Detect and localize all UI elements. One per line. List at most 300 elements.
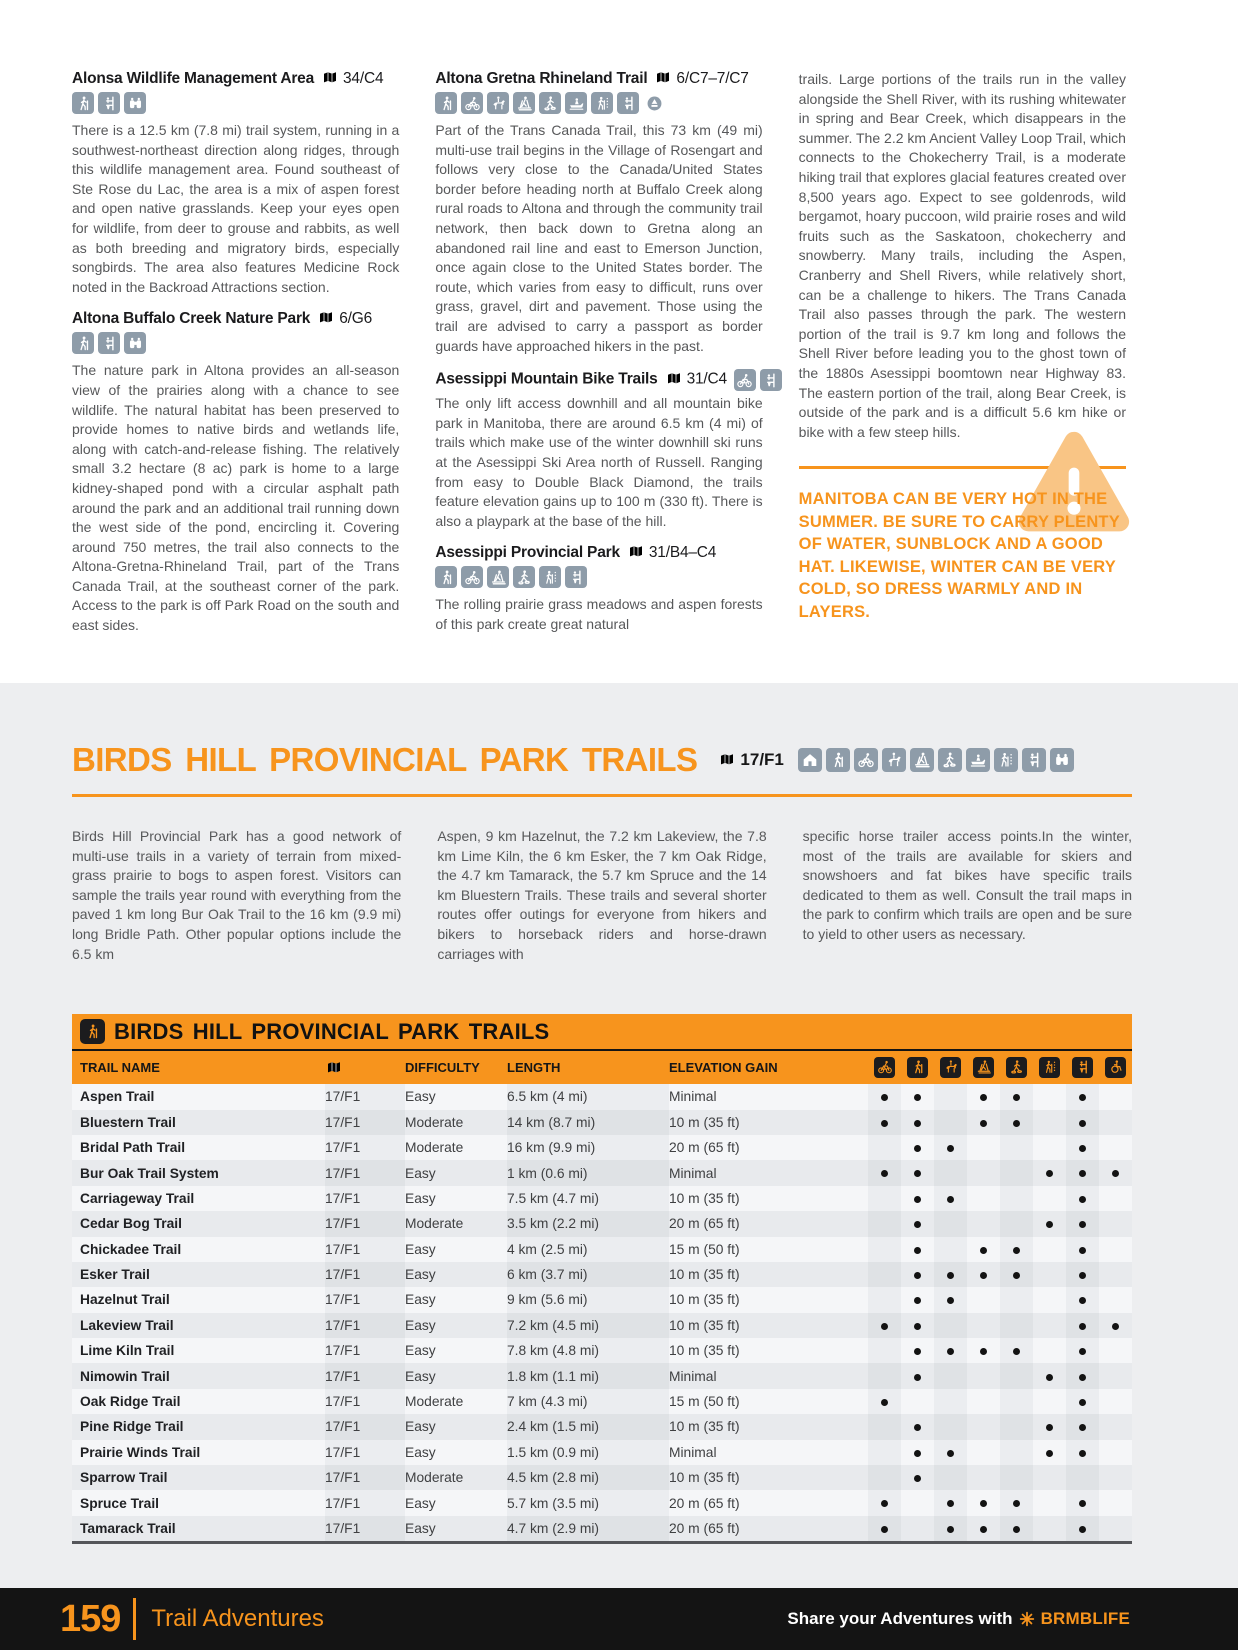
activity-cell	[1033, 1287, 1066, 1312]
column-header-difficulty: DIFFICULTY	[405, 1051, 507, 1084]
activity-cell	[1099, 1211, 1132, 1236]
interpretive-icon	[1022, 748, 1046, 772]
trail-length: 14 km (8.7 mi)	[507, 1110, 669, 1135]
activity-cell	[1000, 1338, 1033, 1363]
trail-length: 9 km (5.6 mi)	[507, 1287, 669, 1312]
trail-mapref: 17/F1	[325, 1160, 405, 1185]
map-icon	[718, 752, 736, 768]
table-row	[72, 1440, 1132, 1465]
activity-dot	[1112, 1323, 1119, 1330]
cabin-icon	[798, 748, 822, 772]
trail-entry-asessippi-mtb	[435, 369, 762, 531]
activity-dot	[947, 1297, 954, 1304]
activity-cell	[1099, 1313, 1132, 1338]
activity-dot	[980, 1272, 987, 1279]
trail-name: Lakeview Trail	[72, 1313, 325, 1338]
activity-dot	[947, 1450, 954, 1457]
trail-mapref: 17/F1	[325, 1211, 405, 1236]
activity-dot	[914, 1272, 921, 1279]
activity-cell	[1099, 1490, 1132, 1515]
activity-dot	[947, 1145, 954, 1152]
activity-cell	[1033, 1160, 1066, 1185]
trail-difficulty: Easy	[405, 1440, 507, 1465]
table-row	[72, 1237, 1132, 1262]
trail-elevation: 10 m (35 ft)	[669, 1465, 868, 1490]
intro-paragraph: Birds Hill Provincial Park has a good network of multi-use trails in a variety of terrain from mixed-grass prairie to bogs to aspen forest. Visitors can sample the trails year round with everything from the paved 1 km long Bur Oak Trail to the 16 km (9.9 mi) long Bridle Path. Other popular options include the 6.5 km	[72, 828, 402, 962]
backpacking-icon	[994, 748, 1018, 772]
activity-dot	[980, 1500, 987, 1507]
activity-dot	[914, 1374, 921, 1381]
activity-cell	[1000, 1237, 1033, 1262]
activity-cell	[1033, 1414, 1066, 1439]
activity-cell	[901, 1414, 934, 1439]
activity-cell	[1000, 1186, 1033, 1211]
activity-dot	[914, 1297, 921, 1304]
section-header	[72, 739, 1132, 781]
activity-cell	[868, 1338, 901, 1363]
activity-dot	[1079, 1221, 1086, 1228]
trail-mapref: 17/F1	[325, 1237, 405, 1262]
activity-cell	[868, 1490, 901, 1515]
activity-cell	[1099, 1287, 1132, 1312]
activity-cell	[934, 1160, 967, 1185]
activity-dot	[1079, 1450, 1086, 1457]
activity-dot	[1079, 1170, 1086, 1177]
horseback-riding-icon	[940, 1057, 961, 1078]
column-header-xc-skiing	[967, 1051, 1000, 1084]
wheelchair-accessible-icon	[1105, 1057, 1126, 1078]
trail-length: 5.7 km (3.5 mi)	[507, 1490, 669, 1515]
activity-dot	[1046, 1374, 1053, 1381]
trail-difficulty: Moderate	[405, 1465, 507, 1490]
trail-elevation: Minimal	[669, 1084, 868, 1109]
activity-cell	[901, 1490, 934, 1515]
birds-hill-section	[0, 683, 1238, 1588]
activity-cell	[901, 1160, 934, 1185]
activity-dot	[1079, 1297, 1086, 1304]
trail-mapref: 17/F1	[325, 1262, 405, 1287]
activity-dot	[1046, 1424, 1053, 1431]
activity-dot	[881, 1094, 888, 1101]
activity-cell	[1099, 1262, 1132, 1287]
table-row	[72, 1110, 1132, 1135]
activity-cell	[1000, 1287, 1033, 1312]
column-header-wheelchair-accessible	[1099, 1051, 1132, 1084]
trail-elevation: 20 m (65 ft)	[669, 1211, 868, 1236]
trail-difficulty: Easy	[405, 1186, 507, 1211]
activity-icons	[435, 566, 762, 588]
activity-cell	[868, 1110, 901, 1135]
activity-cell	[967, 1084, 1000, 1109]
activity-dot	[1079, 1196, 1086, 1203]
activity-dot	[980, 1348, 987, 1355]
activity-cell	[934, 1414, 967, 1439]
trail-length: 2.4 km (1.5 mi)	[507, 1414, 669, 1439]
hiking-icon	[907, 1057, 928, 1078]
activity-dot	[1079, 1424, 1086, 1431]
activity-dot	[980, 1526, 987, 1533]
trail-difficulty: Easy	[405, 1237, 507, 1262]
activity-cell	[1066, 1110, 1099, 1135]
trail-elevation: 10 m (35 ft)	[669, 1414, 868, 1439]
table-row	[72, 1186, 1132, 1211]
trail-length: 7.2 km (4.5 mi)	[507, 1313, 669, 1338]
activity-cell	[1033, 1262, 1066, 1287]
trail-length: 4.5 km (2.8 mi)	[507, 1465, 669, 1490]
activity-dot	[881, 1500, 888, 1507]
table-row	[72, 1211, 1132, 1236]
table-body	[72, 1084, 1132, 1543]
trails-table	[72, 1014, 1132, 1544]
activity-cell	[1099, 1414, 1132, 1439]
trail-length: 4.7 km (2.9 mi)	[507, 1516, 669, 1543]
entry-title: Alonsa Wildlife Management Area 34/C4	[72, 70, 384, 87]
column-header-elevation: ELEVATION GAIN	[669, 1051, 868, 1084]
trail-mapref: 17/F1	[325, 1110, 405, 1135]
trail-difficulty: Easy	[405, 1363, 507, 1388]
hiking-icon	[826, 748, 850, 772]
trail-difficulty: Easy	[405, 1516, 507, 1543]
table-row	[72, 1490, 1132, 1515]
activity-cell	[901, 1262, 934, 1287]
column-header-name: TRAIL NAME	[72, 1051, 325, 1084]
table-row	[72, 1465, 1132, 1490]
text-column-1	[72, 70, 399, 683]
activity-cell	[967, 1135, 1000, 1160]
column-header-horseback-riding	[934, 1051, 967, 1084]
activity-cell	[967, 1338, 1000, 1363]
column-header-interpretive	[1066, 1051, 1099, 1084]
horseback-riding-icon	[882, 748, 906, 772]
backpacking-icon	[1039, 1057, 1060, 1078]
table-row	[72, 1160, 1132, 1185]
trail-mapref: 17/F1	[325, 1186, 405, 1211]
activity-cell	[934, 1110, 967, 1135]
interpretive-icon	[98, 332, 120, 354]
activity-cell	[1033, 1440, 1066, 1465]
activity-cell	[1033, 1363, 1066, 1388]
activity-cell	[934, 1363, 967, 1388]
activity-cell	[967, 1262, 1000, 1287]
activity-dot	[1013, 1272, 1020, 1279]
xc-skiing-icon	[513, 92, 535, 114]
share-text: Share your Adventures with	[787, 1609, 1013, 1628]
trail-elevation: 15 m (50 ft)	[669, 1389, 868, 1414]
table-row	[72, 1338, 1132, 1363]
trail-mapref: 17/F1	[325, 1084, 405, 1109]
activity-cell	[1099, 1084, 1132, 1109]
activity-dot	[1079, 1323, 1086, 1330]
intro-paragraph: Aspen, 9 km Hazelnut, the 7.2 km Lakeview, the 7.8 km Lime Kiln, the 6 km Esker, the 7 km Oak Ridge, the 4.7 km Tamarack, the 5.7 km Spruce and the 14 km Bluestern Trails. These trails and several shorter routes offer outings for everyone from hikers and bikers to horseback riders and horse-drawn carriages with	[437, 828, 767, 962]
entry-title: Altona Buffalo Creek Nature Park 6/G6	[72, 310, 373, 328]
activity-cell	[1000, 1262, 1033, 1287]
trail-descriptions-section	[0, 0, 1238, 683]
activity-icons	[72, 92, 399, 114]
interpretive-icon	[617, 92, 639, 114]
map-icon	[317, 310, 335, 326]
activity-dot	[914, 1323, 921, 1330]
activity-cell	[868, 1160, 901, 1185]
activity-cell	[967, 1389, 1000, 1414]
trail-elevation: 10 m (35 ft)	[669, 1313, 868, 1338]
biking-icon	[461, 92, 483, 114]
column-header-length: LENGTH	[507, 1051, 669, 1084]
trail-entry-altona-buffalo-creek	[72, 310, 399, 635]
biking-icon	[854, 748, 878, 772]
activity-cell	[1033, 1237, 1066, 1262]
trail-difficulty: Easy	[405, 1084, 507, 1109]
trail-name: Pine Ridge Trail	[72, 1414, 325, 1439]
intro-paragraph: specific horse trailer access points.In the winter, most of the trails are available for skiers and snowshoers and fat bikes have specific trails dedicated to them as well. Consult the trail maps in the park to confirm which trails are open and be sure to yield to other users as necessary.	[802, 828, 1132, 942]
activity-dot	[914, 1145, 921, 1152]
snowmobiling-icon	[565, 92, 587, 114]
activity-dot	[914, 1475, 921, 1482]
trail-mapref: 17/F1	[325, 1516, 405, 1543]
activity-dot	[980, 1247, 987, 1254]
trail-length: 1.8 km (1.1 mi)	[507, 1363, 669, 1388]
activity-cell	[934, 1135, 967, 1160]
activity-cell	[868, 1516, 901, 1543]
activity-cell	[1066, 1440, 1099, 1465]
activity-cell	[1066, 1237, 1099, 1262]
activity-cell	[901, 1186, 934, 1211]
activity-cell	[934, 1237, 967, 1262]
xc-skiing-icon	[973, 1057, 994, 1078]
map-icon	[665, 371, 683, 387]
activity-dot	[1079, 1399, 1086, 1406]
hiking-icon	[80, 1019, 105, 1044]
activity-cell	[1066, 1186, 1099, 1211]
trail-elevation: 10 m (35 ft)	[669, 1338, 868, 1363]
entry-body: The rolling prairie grass meadows and aspen forests of this park create great natural	[435, 596, 763, 632]
entry-body: Part of the Trans Canada Trail, this 73 km (49 mi) multi-use trail begins in the Village of Rosengart and follows very close to the Canada/United States border before heading north at Buffalo Creek along rural roads to Altona and through the community trail network, then back down to Gretna along an abandoned rail line and east to Emerson Junction, once again close to the United States border. The route, which varies from easy to difficult, runs over grass, gravel, dirt and pavement. Those using the trail are advised to carry a passport as border guards have approached hikers in the past.	[435, 122, 763, 354]
trail-mapref: 17/F1	[325, 1490, 405, 1515]
warning-text: MANITOBA CAN BE VERY HOT IN THE SUMMER. BE SURE TO CARRY PLENTY OF WATER, SUNBLOCK AND A GOOD HAT. LIKEWISE, WINTER CAN BE VERY COLD, SO DRESS WARMLY AND IN LAYERS.	[798, 490, 1120, 621]
trail-name: Cedar Bog Trail	[72, 1211, 325, 1236]
activity-dot	[1079, 1526, 1086, 1533]
activity-cell	[1066, 1313, 1099, 1338]
activity-cell	[1033, 1135, 1066, 1160]
table-row	[72, 1287, 1132, 1312]
trail-mapref: 17/F1	[325, 1414, 405, 1439]
activity-cell	[1066, 1389, 1099, 1414]
interpretive-icon	[1072, 1057, 1093, 1078]
column-header-snowshoeing	[1000, 1051, 1033, 1084]
trail-entry-altona-gretna	[435, 70, 762, 356]
activity-dot	[1079, 1120, 1086, 1127]
activity-cell	[1000, 1110, 1033, 1135]
activity-cell	[1066, 1414, 1099, 1439]
activity-cell	[934, 1490, 967, 1515]
trail-name: Chickadee Trail	[72, 1237, 325, 1262]
table-row	[72, 1516, 1132, 1543]
trail-length: 1.5 km (0.9 mi)	[507, 1440, 669, 1465]
entry-title: Asessippi Mountain Bike Trails 31/C4	[435, 369, 762, 391]
activity-cell	[1033, 1084, 1066, 1109]
trail-elevation: 10 m (35 ft)	[669, 1110, 868, 1135]
activity-cell	[1000, 1160, 1033, 1185]
table-row	[72, 1262, 1132, 1287]
activity-cell	[934, 1516, 967, 1543]
activity-cell	[934, 1313, 967, 1338]
activity-cell	[868, 1084, 901, 1109]
activity-cell	[868, 1465, 901, 1490]
table-row	[72, 1084, 1132, 1109]
biking-icon	[734, 369, 756, 391]
snowshoeing-icon	[938, 748, 962, 772]
map-reference: 31/B4–C4	[648, 544, 717, 562]
activity-cell	[901, 1465, 934, 1490]
trail-mapref: 17/F1	[325, 1287, 405, 1312]
activity-cell	[1066, 1211, 1099, 1236]
activity-cell	[901, 1516, 934, 1543]
activity-cell	[1000, 1516, 1033, 1543]
activity-cell	[1099, 1338, 1132, 1363]
page-number: 159	[60, 1598, 121, 1640]
activity-cell	[868, 1389, 901, 1414]
column-header-biking	[868, 1051, 901, 1084]
activity-dot	[1013, 1120, 1020, 1127]
activity-cell	[1099, 1160, 1132, 1185]
activity-cell	[967, 1490, 1000, 1515]
activity-cell	[1099, 1363, 1132, 1388]
activity-cell	[868, 1440, 901, 1465]
entry-body: The nature park in Altona provides an all-season view of the prairies along with a chance to see wildlife. The natural habitat has been preserved to provide homes to native birds and wetlands life, along with catch-and-release fishing. The relatively small 3.2 hectare (8 ac) park is home to a large kidney-shaped pond with a circular asphalt path around the park and an additional trail running down the west side of the pond, encircling it. Covering around 750 metres, the trail also connects to the Altona-Gretna-Rhineland Trail, part of the Trans Canada Trail, at the southeast corner of the park. Access to the park is off Park Road on the south and east sides.	[72, 362, 400, 634]
text-column-2	[435, 70, 762, 683]
activity-dot	[914, 1170, 921, 1177]
activity-cell	[868, 1262, 901, 1287]
activity-cell	[1066, 1084, 1099, 1109]
activity-cell	[1000, 1211, 1033, 1236]
trail-entry-asessippi-park	[435, 544, 762, 634]
activity-dot	[1013, 1094, 1020, 1101]
section-activity-icons	[798, 748, 1074, 772]
activity-dot	[1112, 1170, 1119, 1177]
activity-cell	[967, 1211, 1000, 1236]
activity-cell	[967, 1237, 1000, 1262]
trail-name: Sparrow Trail	[72, 1465, 325, 1490]
xc-skiing-icon	[487, 566, 509, 588]
table-row	[72, 1363, 1132, 1388]
activity-cell	[901, 1135, 934, 1160]
column-header-map	[325, 1051, 405, 1084]
trail-length: 7.5 km (4.7 mi)	[507, 1186, 669, 1211]
activity-cell	[1000, 1313, 1033, 1338]
hiking-icon	[435, 566, 457, 588]
trail-difficulty: Moderate	[405, 1389, 507, 1414]
trail-length: 6.5 km (4 mi)	[507, 1084, 669, 1109]
hiking-icon	[72, 332, 94, 354]
hiking-icon	[72, 92, 94, 114]
activity-dot	[980, 1094, 987, 1101]
activity-dot	[881, 1323, 888, 1330]
activity-cell	[1099, 1440, 1132, 1465]
activity-dot	[1013, 1526, 1020, 1533]
trail-elevation: 15 m (50 ft)	[669, 1237, 868, 1262]
activity-dot	[914, 1196, 921, 1203]
section-title: BIRDS HILL PROVINCIAL PARK TRAILS	[72, 741, 698, 778]
trail-mapref: 17/F1	[325, 1313, 405, 1338]
activity-cell	[934, 1440, 967, 1465]
trail-length: 7 km (4.3 mi)	[507, 1389, 669, 1414]
activity-dot	[1013, 1348, 1020, 1355]
interpretive-icon	[760, 369, 782, 391]
column-header-hiking	[901, 1051, 934, 1084]
entry-title: Asessippi Provincial Park 31/B4–C4	[435, 544, 717, 562]
entry-body: There is a 12.5 km (7.8 mi) trail system, running in a southwest-northeast direction along ridges, through this wildlife management area. Found southeast of Ste Rose du Lac, the area is a mix of aspen forest and open native grasslands. Keep your eyes open for wildlife, from deer to grouse and rabbits, as well as both breeding and migratory birds, especially songbirds. The area also features Medicine Rock noted in the Backroad Attractions section.	[72, 122, 400, 295]
section-divider	[72, 794, 1132, 797]
activity-dot	[947, 1500, 954, 1507]
activity-cell	[901, 1363, 934, 1388]
activity-cell	[934, 1338, 967, 1363]
activity-cell	[934, 1262, 967, 1287]
activity-cell	[901, 1084, 934, 1109]
activity-cell	[901, 1237, 934, 1262]
activity-cell	[1033, 1490, 1066, 1515]
trail-difficulty: Easy	[405, 1490, 507, 1515]
map-reference: 34/C4	[343, 70, 384, 87]
activity-cell	[1066, 1160, 1099, 1185]
activity-cell	[1066, 1287, 1099, 1312]
activity-dot	[947, 1272, 954, 1279]
activity-dot	[1079, 1094, 1086, 1101]
column-header-backpacking	[1033, 1051, 1066, 1084]
activity-cell	[1033, 1389, 1066, 1414]
trail-name: Tamarack Trail	[72, 1516, 325, 1543]
activity-cell	[868, 1363, 901, 1388]
trail-mapref: 17/F1	[325, 1465, 405, 1490]
activity-dot	[1046, 1221, 1053, 1228]
horseback-riding-icon	[487, 92, 509, 114]
table-title: BIRDS HILL PROVINCIAL PARK TRAILS	[114, 1018, 550, 1044]
activity-cell	[1066, 1516, 1099, 1543]
activity-cell	[901, 1110, 934, 1135]
trail-elevation: Minimal	[669, 1363, 868, 1388]
trail-name: Aspen Trail	[72, 1084, 325, 1109]
table-title-band	[72, 1014, 1132, 1051]
activity-dot	[1079, 1272, 1086, 1279]
trail-name: Bridal Path Trail	[72, 1135, 325, 1160]
trail-difficulty: Easy	[405, 1287, 507, 1312]
xc-skiing-icon	[910, 748, 934, 772]
activity-cell	[1033, 1338, 1066, 1363]
trail-name: Prairie Winds Trail	[72, 1440, 325, 1465]
trail-difficulty: Easy	[405, 1160, 507, 1185]
table-header-row	[72, 1051, 1132, 1084]
wildlife-viewing-icon	[124, 92, 146, 114]
activity-cell	[967, 1465, 1000, 1490]
activity-cell	[1099, 1135, 1132, 1160]
activity-cell	[1000, 1490, 1033, 1515]
trail-length: 4 km (2.5 mi)	[507, 1237, 669, 1262]
brmb-logo-icon	[1019, 1611, 1035, 1627]
snowshoeing-icon	[539, 92, 561, 114]
page-footer	[0, 1588, 1238, 1650]
trail-difficulty: Moderate	[405, 1135, 507, 1160]
brand-hashtag: BRMBLIFE	[1040, 1609, 1130, 1628]
biking-icon	[874, 1057, 895, 1078]
activity-dot	[881, 1526, 888, 1533]
activity-cell	[1000, 1135, 1033, 1160]
trail-mapref: 17/F1	[325, 1440, 405, 1465]
trail-difficulty: Moderate	[405, 1211, 507, 1236]
activity-icons	[72, 332, 399, 354]
activity-icons	[734, 369, 782, 391]
activity-dot	[914, 1094, 921, 1101]
table-row	[72, 1313, 1132, 1338]
activity-cell	[1000, 1389, 1033, 1414]
activity-cell	[1099, 1465, 1132, 1490]
